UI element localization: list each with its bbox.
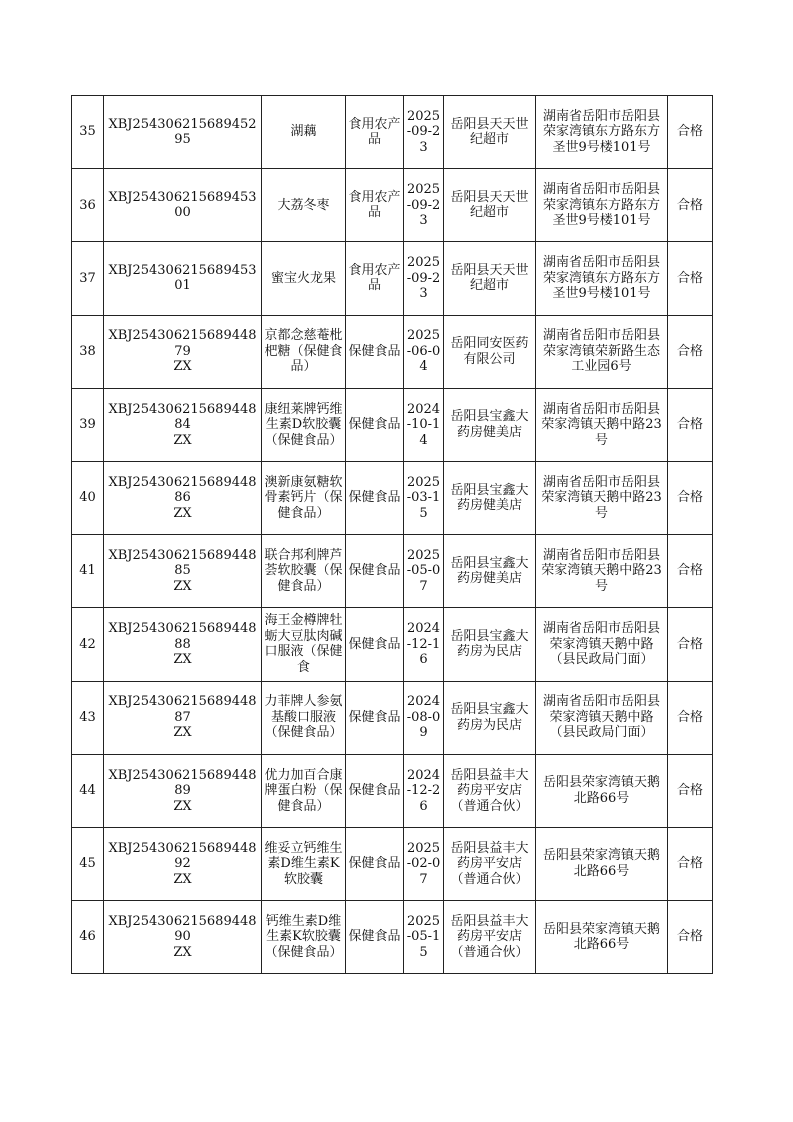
- sample-code: [104, 315, 262, 388]
- row-number: 45: [72, 827, 104, 900]
- store-address: 湖南省岳阳市岳阳县荣家湾镇东方路东方圣世9号楼101号: [536, 169, 668, 242]
- row-number: 42: [72, 608, 104, 681]
- row-number: 41: [72, 535, 104, 608]
- product-name: 蜜宝火龙果: [262, 242, 346, 315]
- sample-code: [104, 901, 262, 974]
- sampled-store: 岳阳同安医药有限公司: [444, 315, 536, 388]
- store-address: 岳阳县荣家湾镇天鹅北路66号: [536, 754, 668, 827]
- sample-code: [104, 535, 262, 608]
- test-result: 合格: [668, 169, 713, 242]
- row-number: 40: [72, 461, 104, 534]
- row-number: 37: [72, 242, 104, 315]
- row-number: 43: [72, 681, 104, 754]
- product-category: 保健食品: [346, 535, 404, 608]
- sampled-store: 岳阳县天天世纪超市: [444, 96, 536, 169]
- table-row: [72, 169, 713, 242]
- test-result: 合格: [668, 608, 713, 681]
- production-date: 2024-08-09: [404, 681, 444, 754]
- sample-code-line2: ZX: [173, 432, 192, 448]
- store-address: 岳阳县荣家湾镇天鹅北路66号: [536, 901, 668, 974]
- product-category: 保健食品: [346, 315, 404, 388]
- product-category: 食用农产品: [346, 242, 404, 315]
- sample-code-line1: XBJ25430621568944886: [108, 474, 257, 506]
- table-row: [72, 901, 713, 974]
- test-result: 合格: [668, 535, 713, 608]
- sample-code: [104, 827, 262, 900]
- sample-code-line1: XBJ25430621568944879: [108, 328, 257, 359]
- sample-code-line1: XBJ25430621568945301: [108, 262, 257, 294]
- store-address: 湖南省岳阳市岳阳县荣家湾镇东方路东方圣世9号楼101号: [536, 242, 668, 315]
- sample-code-line1: XBJ25430621568944892: [108, 840, 257, 872]
- sample-code-line1: XBJ25430621568945300: [108, 189, 257, 221]
- table-row: [72, 827, 713, 900]
- production-date: 2025-06-04: [404, 315, 444, 388]
- inspection-results-table: [71, 95, 713, 974]
- product-category: 食用农产品: [346, 96, 404, 169]
- product-name: 湖藕: [262, 96, 346, 169]
- sample-code-line1: XBJ25430621568944890: [108, 913, 257, 945]
- sample-code-line1: XBJ25430621568944888: [108, 621, 257, 652]
- production-date: 2024-12-16: [404, 608, 444, 681]
- test-result: 合格: [668, 315, 713, 388]
- product-name: 维妥立钙维生素D维生素K软胶囊: [262, 827, 346, 900]
- production-date: 2025-09-23: [404, 242, 444, 315]
- sampled-store: 岳阳县宝鑫大药房健美店: [444, 388, 536, 461]
- sample-code: [104, 681, 262, 754]
- store-address: 岳阳县荣家湾镇天鹅北路66号: [536, 827, 668, 900]
- sample-code: [104, 388, 262, 461]
- product-name: 海王金樽牌牡蛎大豆肽肉碱口服液（保健食: [262, 608, 346, 681]
- row-number: 46: [72, 901, 104, 974]
- sample-code-line1: XBJ25430621568944885: [108, 547, 257, 579]
- table-row: [72, 681, 713, 754]
- test-result: 合格: [668, 681, 713, 754]
- product-category: 保健食品: [346, 461, 404, 534]
- test-result: 合格: [668, 901, 713, 974]
- row-number: 44: [72, 754, 104, 827]
- sampled-store: 岳阳县益丰大药房平安店（普通合伙）: [444, 827, 536, 900]
- sampled-store: 岳阳县宝鑫大药房为民店: [444, 681, 536, 754]
- sample-code-line2: ZX: [173, 798, 192, 814]
- product-category: 保健食品: [346, 608, 404, 681]
- production-date: 2024-10-14: [404, 388, 444, 461]
- sample-code: [104, 608, 262, 681]
- sampled-store: 岳阳县天天世纪超市: [444, 169, 536, 242]
- product-name: 力菲牌人参氨基酸口服液（保健食品）: [262, 681, 346, 754]
- store-address: 湖南省岳阳市岳阳县荣家湾镇天鹅中路23号: [536, 388, 668, 461]
- production-date: 2025-09-23: [404, 96, 444, 169]
- test-result: 合格: [668, 388, 713, 461]
- sampled-store: 岳阳县益丰大药房平安店（普通合伙）: [444, 901, 536, 974]
- sample-code-line1: XBJ25430621568944887: [108, 694, 257, 725]
- sample-code-line2: ZX: [173, 359, 192, 375]
- test-result: 合格: [668, 827, 713, 900]
- production-date: 2024-12-26: [404, 754, 444, 827]
- table-row: [72, 315, 713, 388]
- sample-code: [104, 96, 262, 169]
- table-row: [72, 535, 713, 608]
- product-name: 京都念慈菴枇杷糖（保健食品）: [262, 315, 346, 388]
- production-date: 2025-05-07: [404, 535, 444, 608]
- product-name: 钙维生素D维生素K软胶囊（保健食品）: [262, 901, 346, 974]
- table-row: [72, 388, 713, 461]
- table-row: [72, 242, 713, 315]
- product-category: 保健食品: [346, 754, 404, 827]
- store-address: 湖南省岳阳市岳阳县荣家湾镇天鹅中路23号: [536, 461, 668, 534]
- product-name: 康纽莱牌钙维生素D软胶囊（保健食品）: [262, 388, 346, 461]
- row-number: 36: [72, 169, 104, 242]
- store-address: 湖南省岳阳市岳阳县荣家湾镇天鹅中路（县民政局门面）: [536, 608, 668, 681]
- product-category: 保健食品: [346, 681, 404, 754]
- table-body: [72, 96, 713, 974]
- sample-code-line2: ZX: [173, 505, 192, 521]
- sample-code-line2: ZX: [173, 578, 192, 594]
- test-result: 合格: [668, 461, 713, 534]
- sampled-store: 岳阳县宝鑫大药房为民店: [444, 608, 536, 681]
- product-category: 保健食品: [346, 388, 404, 461]
- sample-code: [104, 754, 262, 827]
- sample-code-line1: XBJ25430621568944889: [108, 767, 257, 799]
- table-row: [72, 608, 713, 681]
- sample-code: [104, 461, 262, 534]
- sample-code-line2: ZX: [173, 725, 192, 741]
- sampled-store: 岳阳县宝鑫大药房健美店: [444, 461, 536, 534]
- store-address: 湖南省岳阳市岳阳县荣家湾镇天鹅中路23号: [536, 535, 668, 608]
- table-row: [72, 754, 713, 827]
- production-date: 2025-05-15: [404, 901, 444, 974]
- sample-code-line2: ZX: [173, 944, 192, 960]
- product-category: 保健食品: [346, 827, 404, 900]
- production-date: 2025-02-07: [404, 827, 444, 900]
- product-name: 联合邦利牌芦荟软胶囊（保健食品）: [262, 535, 346, 608]
- product-category: 食用农产品: [346, 169, 404, 242]
- store-address: 湖南省岳阳市岳阳县荣家湾镇荣新路生态工业园6号: [536, 315, 668, 388]
- production-date: 2025-03-15: [404, 461, 444, 534]
- table-row: [72, 96, 713, 169]
- product-name: 澳新康氨糖软骨素钙片（保健食品）: [262, 461, 346, 534]
- production-date: 2025-09-23: [404, 169, 444, 242]
- sampled-store: 岳阳县宝鑫大药房健美店: [444, 535, 536, 608]
- row-number: 39: [72, 388, 104, 461]
- product-category: 保健食品: [346, 901, 404, 974]
- sample-code-line1: XBJ25430621568945295: [108, 116, 257, 148]
- sampled-store: 岳阳县益丰大药房平安店（普通合伙）: [444, 754, 536, 827]
- product-name: 优力加百合康牌蛋白粉（保健食品）: [262, 754, 346, 827]
- test-result: 合格: [668, 242, 713, 315]
- row-number: 35: [72, 96, 104, 169]
- sample-code-line1: XBJ25430621568944884: [108, 401, 257, 433]
- table-row: [72, 461, 713, 534]
- sampled-store: 岳阳县天天世纪超市: [444, 242, 536, 315]
- store-address: 湖南省岳阳市岳阳县荣家湾镇东方路东方圣世9号楼101号: [536, 96, 668, 169]
- test-result: 合格: [668, 96, 713, 169]
- row-number: 38: [72, 315, 104, 388]
- sample-code-line2: ZX: [173, 871, 192, 887]
- product-name: 大荔冬枣: [262, 169, 346, 242]
- sample-code: [104, 169, 262, 242]
- sample-code: [104, 242, 262, 315]
- store-address: 湖南省岳阳市岳阳县荣家湾镇天鹅中路（县民政局门面）: [536, 681, 668, 754]
- sample-code-line2: ZX: [173, 652, 192, 668]
- test-result: 合格: [668, 754, 713, 827]
